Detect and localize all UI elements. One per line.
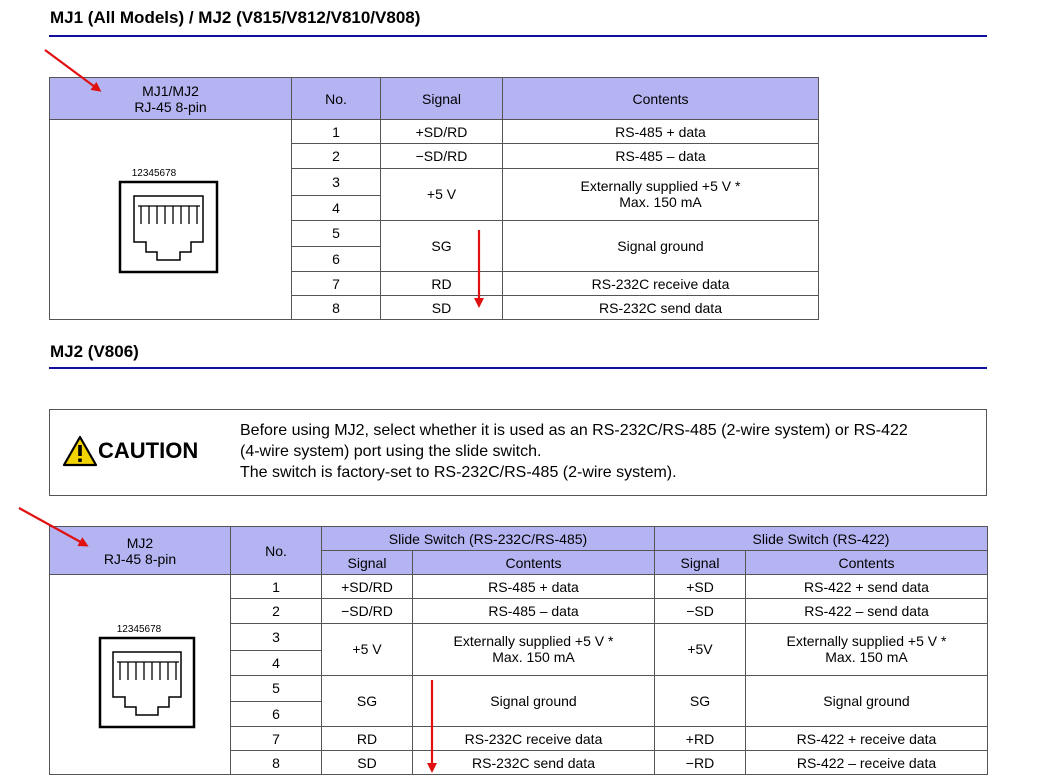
signal-cell: −SD/RD <box>381 144 503 169</box>
signal-cell: +SD/RD <box>381 120 503 144</box>
table-header-row <box>50 527 988 551</box>
signal-header: Signal <box>322 551 413 575</box>
pin-number: 1 <box>292 120 381 144</box>
contents-line2: Max. 150 mA <box>492 649 575 666</box>
contents-cell: Signal ground <box>746 675 988 727</box>
signal-cell: +5 V <box>322 624 413 676</box>
contents-line2: Max. 150 mA <box>825 649 908 666</box>
contents-line1: Externally supplied +5 V * <box>786 633 947 650</box>
contents-cell: RS-485 + data <box>413 575 655 599</box>
pin-number: 8 <box>231 751 322 775</box>
contents-line1: Externally supplied +5 V * <box>580 178 741 195</box>
contents-cell: Signal ground <box>503 220 819 272</box>
signal-cell: +SD/RD <box>322 575 413 599</box>
contents-cell: RS-485 + data <box>503 120 819 144</box>
caution-label <box>62 435 198 467</box>
pin-number: 5 <box>292 220 381 247</box>
connector-header-line1: MJ1/MJ2 <box>142 82 199 99</box>
contents-cell: RS-232C receive data <box>503 272 819 296</box>
rj45-connector-diagram <box>50 120 292 320</box>
signal-cell: RD <box>322 727 413 751</box>
signal-cell: −SD/RD <box>322 599 413 624</box>
mj1-pin-table <box>49 77 819 320</box>
table-row <box>50 575 988 599</box>
signal-header: Signal <box>381 78 503 120</box>
contents-cell: Signal ground <box>413 675 655 727</box>
contents-line1: Externally supplied +5 V * <box>453 633 614 650</box>
caution-title: CAUTION <box>98 438 199 463</box>
caution-text <box>240 420 970 483</box>
pin-numbers-label: 12345678 <box>131 168 177 179</box>
pin-number: 7 <box>292 272 381 296</box>
signal-cell: −SD <box>655 599 746 624</box>
table-header-row <box>50 78 819 120</box>
pin-number: 1 <box>231 575 322 599</box>
connector-header <box>50 527 231 575</box>
pin-number: 5 <box>231 675 322 702</box>
caution-box <box>49 409 987 496</box>
contents-cell <box>503 169 819 221</box>
mj2-pin-table <box>49 526 988 775</box>
pin-number: 4 <box>231 650 322 675</box>
section-title-mj2-v806: MJ2 (V806) <box>50 342 139 361</box>
contents-cell: RS-232C receive data <box>413 727 655 751</box>
section-rule <box>49 367 987 369</box>
contents-cell: RS-422 + receive data <box>746 727 988 751</box>
contents-header: Contents <box>503 78 819 120</box>
connector-header-line1: MJ2 <box>126 534 154 551</box>
pin-number: 6 <box>292 247 381 272</box>
signal-cell: +RD <box>655 727 746 751</box>
rj45-connector-icon <box>50 120 292 316</box>
rj45-connector-diagram <box>50 575 231 775</box>
signal-cell: +SD <box>655 575 746 599</box>
table-row <box>50 120 819 144</box>
signal-cell: SD <box>322 751 413 775</box>
connector-header <box>50 78 292 120</box>
contents-cell: RS-485 – data <box>503 144 819 169</box>
connector-header-line2: RJ-45 8-pin <box>134 98 207 115</box>
signal-cell: SG <box>655 675 746 727</box>
contents-cell: RS-232C send data <box>413 751 655 775</box>
pin-number: 2 <box>231 599 322 624</box>
signal-cell: SG <box>381 220 503 272</box>
pin-numbers-label: 12345678 <box>116 624 162 635</box>
signal-header: Signal <box>655 551 746 575</box>
contents-cell: RS-485 – data <box>413 599 655 624</box>
pin-number: 4 <box>292 195 381 220</box>
pin-number: 3 <box>292 169 381 196</box>
signal-cell: RD <box>381 272 503 296</box>
caution-line: (4-wire system) port using the slide switch. <box>240 443 542 460</box>
pin-number: 8 <box>292 296 381 320</box>
pin-number: 2 <box>292 144 381 169</box>
contents-cell <box>746 624 988 676</box>
rj45-connector-icon <box>50 575 231 771</box>
connector-header-line2: RJ-45 8-pin <box>103 550 177 567</box>
warning-triangle-icon <box>62 435 98 467</box>
signal-cell: +5 V <box>381 169 503 221</box>
contents-header: Contents <box>746 551 988 575</box>
caution-line: The switch is factory-set to RS-232C/RS-485 (2-wire system). <box>240 464 677 481</box>
contents-line2: Max. 150 mA <box>619 194 702 211</box>
slide-switch-rs422-header: Slide Switch (RS-422) <box>655 527 988 551</box>
pin-number: 7 <box>231 727 322 751</box>
signal-cell: −RD <box>655 751 746 775</box>
signal-cell: SG <box>322 675 413 727</box>
caution-line: Before using MJ2, select whether it is used as an RS-232C/RS-485 (2-wire system) or RS-422 <box>240 422 908 439</box>
contents-cell <box>413 624 655 676</box>
no-header: No. <box>231 527 322 575</box>
pin-number: 6 <box>231 702 322 727</box>
contents-cell: RS-422 – send data <box>746 599 988 624</box>
signal-cell: +5V <box>655 624 746 676</box>
contents-cell: RS-422 + send data <box>746 575 988 599</box>
contents-header: Contents <box>413 551 655 575</box>
pin-number: 3 <box>231 624 322 651</box>
contents-cell: RS-232C send data <box>503 296 819 320</box>
signal-cell: SD <box>381 296 503 320</box>
no-header: No. <box>292 78 381 120</box>
section-rule <box>49 35 987 37</box>
contents-cell: RS-422 – receive data <box>746 751 988 775</box>
slide-switch-rs232-header: Slide Switch (RS-232C/RS-485) <box>322 527 655 551</box>
section-title-mj1-mj2: MJ1 (All Models) / MJ2 (V815/V812/V810/V808) <box>50 8 421 27</box>
